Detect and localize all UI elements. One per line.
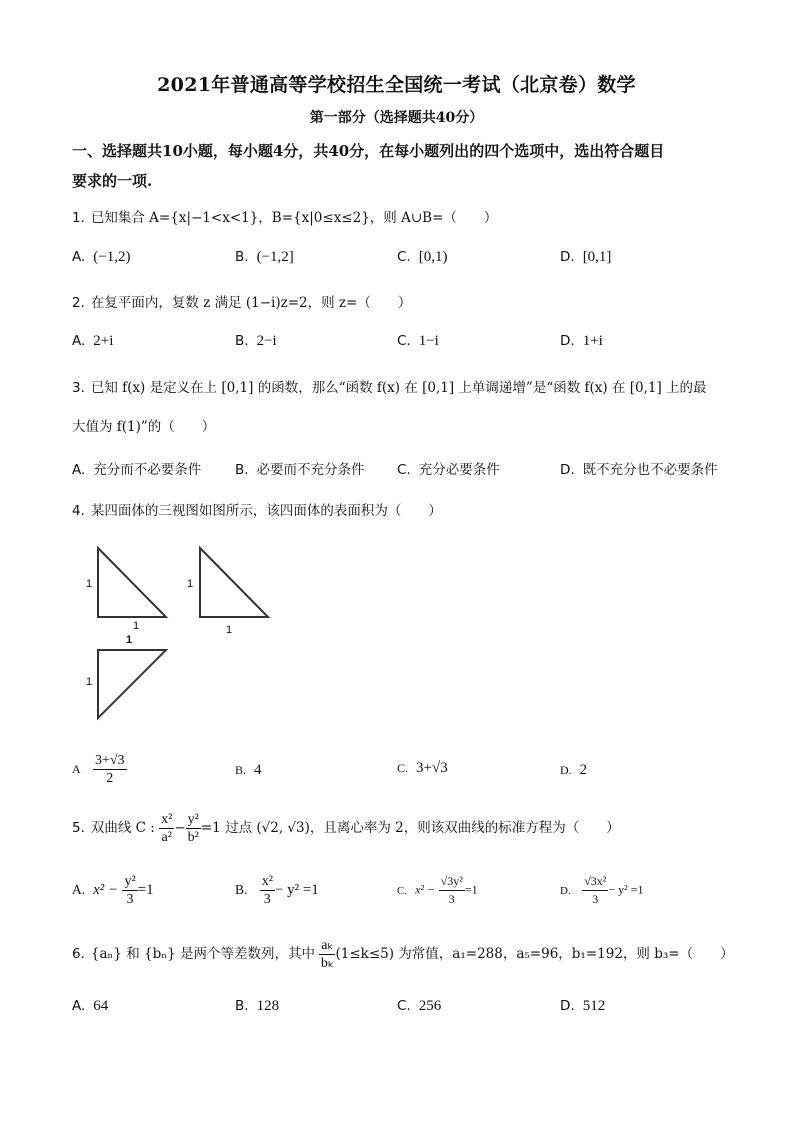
option-text: 2−i	[256, 333, 277, 349]
q6-option-a[interactable]	[72, 998, 108, 1015]
fraction-denominator: bₖ	[320, 956, 334, 971]
section-instructions-line2: 要求的一项.	[72, 172, 153, 190]
fraction-denominator: 3	[592, 892, 599, 906]
question-stem-prefix: 双曲线 C :	[90, 820, 155, 836]
page-title: 2021年普通高等学校招生全国统一考试（北京卷）数学	[157, 74, 636, 96]
fraction-denominator: 2	[106, 771, 114, 786]
option-text: 2	[579, 762, 588, 778]
fraction-numerator: aₖ	[321, 938, 334, 953]
q4-option-a[interactable]	[72, 752, 127, 787]
option-label: B.	[235, 882, 248, 897]
question-5	[72, 811, 620, 846]
question-number: 6.	[72, 946, 85, 962]
question-stem-line2: 大值为 f(1)”的（ ）	[72, 419, 216, 435]
part-subtitle: 第一部分（选择题共40分）	[309, 110, 484, 126]
option-label: B.	[235, 462, 249, 478]
option-label: D.	[560, 249, 575, 265]
stem-minus: −	[174, 820, 186, 836]
fraction-numerator: √3y²	[439, 873, 465, 891]
option-label: C.	[397, 884, 408, 897]
option-text: (−1,2)	[93, 249, 131, 265]
option-fraction	[439, 873, 465, 908]
option-label: C.	[397, 462, 411, 478]
option-label: A.	[72, 462, 86, 478]
option-label: D.	[560, 462, 575, 478]
question-number: 2.	[72, 295, 85, 311]
stem-fraction-x	[159, 811, 174, 846]
question-6	[72, 937, 734, 972]
option-text: 充分而不必要条件	[93, 462, 202, 478]
option-text: (−1,2]	[256, 249, 294, 265]
fraction-denominator: a²	[161, 830, 172, 845]
option-label: C.	[397, 333, 411, 349]
option-post: − y² =1	[274, 882, 319, 898]
option-label: D.	[560, 884, 571, 897]
option-label: C.	[397, 761, 409, 775]
option-text: 1−i	[418, 333, 439, 349]
option-text: [0,1)	[418, 249, 448, 265]
option-fraction	[122, 873, 137, 908]
option-label: D.	[560, 998, 575, 1014]
option-label: A.	[72, 249, 86, 265]
side-view-base-label: 1	[226, 624, 233, 636]
fraction-numerator: y²	[187, 812, 199, 827]
fraction-denominator: 3	[126, 892, 134, 907]
question-number: 5.	[72, 820, 85, 836]
option-text: 128	[256, 998, 280, 1014]
option-label: A.	[72, 882, 86, 897]
fraction-numerator: x²	[161, 812, 173, 827]
question-number: 3.	[72, 380, 85, 396]
q4-option-b[interactable]	[235, 762, 262, 779]
option-label: B.	[235, 998, 249, 1014]
question-stem: 在复平面内，复数 z 满足 (1−i)z=2，则 z=（ ）	[90, 295, 412, 311]
option-label: A.	[72, 998, 86, 1014]
option-text: 2+i	[93, 333, 114, 349]
q4-option-d[interactable]	[560, 762, 587, 779]
q6-option-b[interactable]	[235, 998, 279, 1015]
q5-option-a[interactable]	[72, 873, 154, 908]
section-instructions-line1: 一、选择题共10小题，每小题4分，共40分，在每小题列出的四个选项中，选出符合题目	[72, 142, 665, 160]
front-view-height-label: 1	[86, 578, 93, 590]
option-label: B.	[235, 249, 249, 265]
option-label: C.	[397, 998, 411, 1014]
option-pre: x² −	[415, 882, 436, 897]
option-text: [0,1]	[582, 249, 612, 265]
q4-option-c[interactable]	[397, 760, 448, 777]
question-stem-suffix: =1 过点 (√2, √3)，且离心率为 2，则该双曲线的标准方程为（ ）	[200, 820, 620, 836]
fraction-numerator: √3x²	[582, 873, 608, 891]
option-text: 必要而不充分条件	[256, 462, 365, 478]
option-text: 512	[582, 998, 606, 1014]
q5-option-c[interactable]	[397, 873, 478, 908]
q5-option-d[interactable]	[560, 873, 644, 908]
option-text: 4	[254, 762, 262, 778]
option-label: B.	[235, 763, 247, 777]
fraction-numerator: 3+√3	[94, 753, 125, 768]
fraction-denominator: b²	[187, 830, 199, 845]
option-text: 64	[93, 998, 109, 1014]
side-view-height-label: 1	[187, 578, 194, 590]
option-label: A.	[72, 333, 86, 349]
option-text: 既不充分也不必要条件	[582, 462, 718, 478]
option-label: D.	[560, 333, 575, 349]
option-label: D.	[560, 763, 572, 777]
question-stem-line1: 已知 f(x) 是定义在上 [0,1] 的函数，那么“函数 f(x) 在 [0,1] 上单调递增”是“函数 f(x) 在 [0,1] 上的最	[90, 380, 707, 396]
question-number: 1.	[72, 210, 85, 226]
top-view-triangle	[98, 650, 166, 718]
option-post: − y² =1	[608, 882, 644, 897]
option-label: A	[72, 762, 81, 776]
top-view-height-label: 1	[86, 676, 93, 688]
question-stem-suffix: (1≤k≤5) 为常值，a₁=288，a₅=96，b₁=192，则 b₃=（ ）	[335, 946, 734, 962]
option-post: =1	[137, 882, 154, 898]
stem-fraction-y	[186, 811, 201, 846]
option-fraction	[582, 873, 608, 908]
q6-option-d[interactable]	[560, 998, 605, 1015]
question-stem-prefix: {aₙ} 和 {bₙ} 是两个等差数列，其中	[90, 946, 315, 962]
option-text: 256	[418, 998, 442, 1014]
option-pre: x² −	[93, 882, 119, 898]
question-number: 4.	[72, 503, 85, 519]
q6-option-c[interactable]	[397, 998, 441, 1015]
option-fraction	[260, 873, 275, 908]
option-label: B.	[235, 333, 249, 349]
option-text: 3+√3	[416, 760, 448, 776]
front-view-triangle	[98, 548, 166, 617]
option-fraction	[93, 752, 127, 787]
top-view-top-label: 1	[126, 634, 133, 646]
stem-fraction-ratio	[319, 937, 335, 972]
side-view-triangle	[200, 548, 268, 617]
question-stem: 某四面体的三视图如图所示，该四面体的表面积为（ ）	[90, 503, 442, 519]
option-label: C.	[397, 249, 411, 265]
fraction-denominator: 3	[263, 892, 271, 907]
option-text: 1+i	[582, 333, 603, 349]
front-view-base-label: 1	[133, 620, 140, 632]
question-stem: 已知集合 A={x|−1<x<1}，B={x|0≤x≤2}，则 A∪B=（ ）	[90, 210, 498, 226]
option-text: 充分必要条件	[418, 462, 500, 478]
option-post: =1	[464, 882, 478, 897]
fraction-numerator: y²	[124, 874, 136, 889]
q5-option-b[interactable]	[235, 873, 319, 908]
fraction-numerator: x²	[261, 874, 273, 889]
fraction-denominator: 3	[448, 892, 455, 906]
